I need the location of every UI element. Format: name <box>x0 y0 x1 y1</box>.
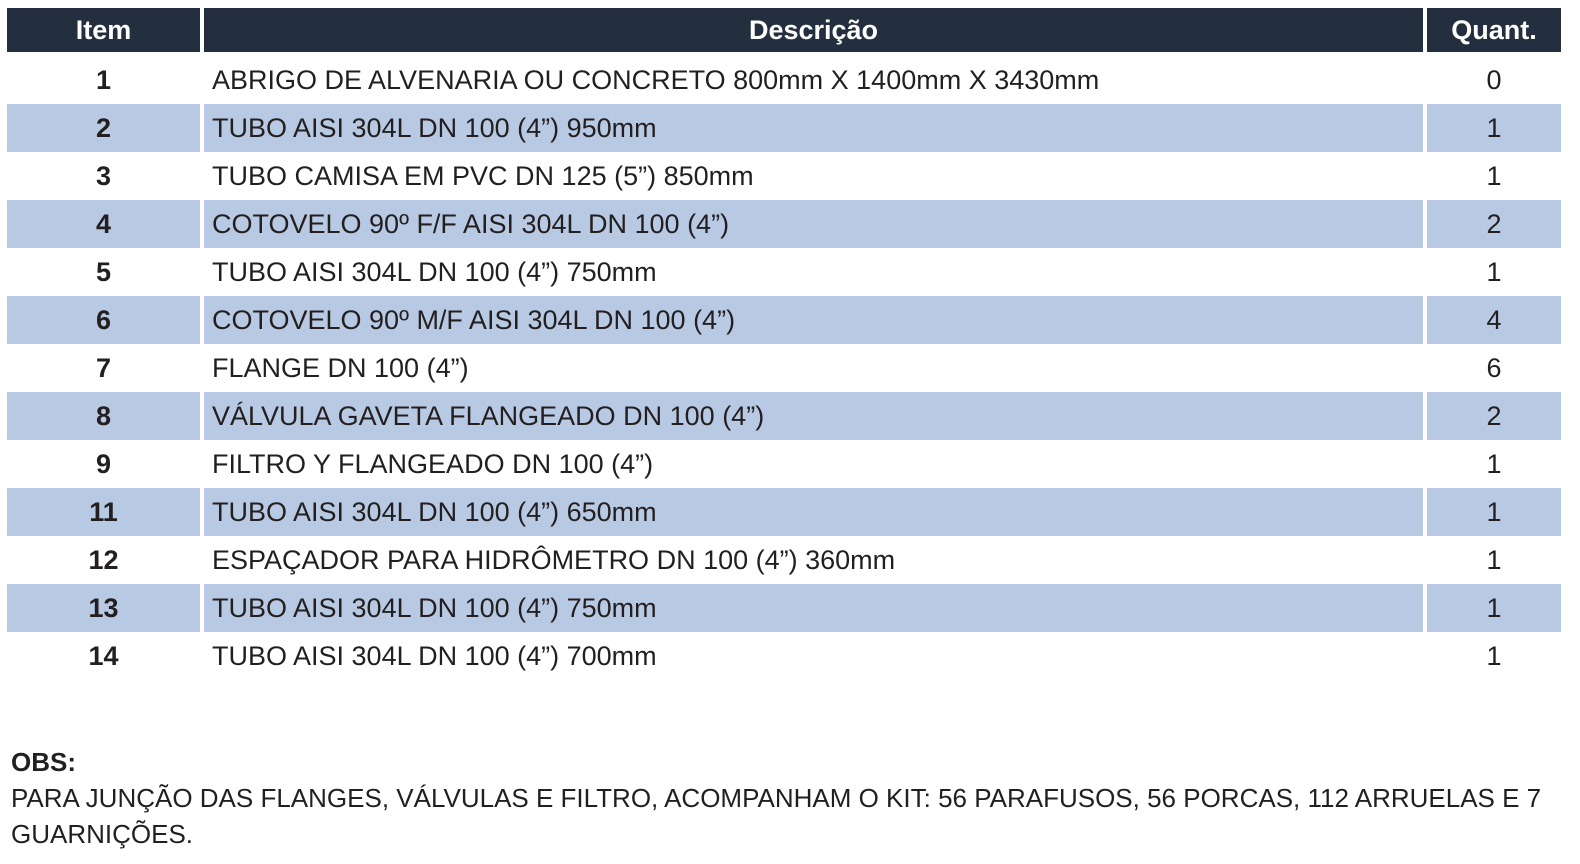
row-description: FILTRO Y FLANGEADO DN 100 (4”) <box>212 448 654 479</box>
row-item-number: 7 <box>95 352 112 383</box>
table-row <box>7 632 1561 680</box>
row-item-number: 8 <box>7 392 200 440</box>
table-row <box>7 440 1561 488</box>
row-description: ESPAÇADOR PARA HIDRÔMETRO DN 100 (4”) 360mm <box>212 544 896 575</box>
header-quantity: Quant. <box>1427 8 1561 52</box>
row-quantity: 1 <box>1427 584 1561 632</box>
observation-title: OBS: <box>11 747 76 777</box>
table-row <box>7 248 1561 296</box>
row-quantity: 6 <box>1486 352 1502 383</box>
row-description: COTOVELO 90º M/F AISI 304L DN 100 (4”) <box>204 296 1423 344</box>
header-description: Descrição <box>204 8 1423 52</box>
row-description: TUBO AISI 304L DN 100 (4”) 950mm <box>204 104 1423 152</box>
row-description: COTOVELO 90º F/F AISI 304L DN 100 (4”) <box>204 200 1423 248</box>
table-row <box>7 584 1561 632</box>
row-item-number: 3 <box>95 160 112 191</box>
row-item-number: 2 <box>7 104 200 152</box>
table-row <box>7 344 1561 392</box>
row-quantity: 1 <box>1427 104 1561 152</box>
row-description: FLANGE DN 100 (4”) <box>212 352 469 383</box>
row-item-number: 12 <box>88 544 119 575</box>
table-row <box>7 200 1561 248</box>
row-item-number: 9 <box>95 448 112 479</box>
row-item-number: 5 <box>95 256 112 287</box>
row-item-number: 6 <box>7 296 200 344</box>
row-item-number: 11 <box>7 488 200 536</box>
table-row <box>7 104 1561 152</box>
table-row <box>7 296 1561 344</box>
row-quantity: 0 <box>1486 64 1502 95</box>
row-item-number: 14 <box>88 640 119 671</box>
row-quantity: 1 <box>1486 256 1502 287</box>
row-description: TUBO AISI 304L DN 100 (4”) 750mm <box>212 256 657 287</box>
table-body <box>7 56 1561 680</box>
row-quantity: 4 <box>1427 296 1561 344</box>
table-row <box>7 152 1561 200</box>
table-row <box>7 56 1561 104</box>
row-item-number: 1 <box>95 64 112 95</box>
row-description: ABRIGO DE ALVENARIA OU CONCRETO 800mm X 1400mm X 3430mm <box>212 64 1100 95</box>
observation-note <box>11 744 1551 852</box>
table-row <box>7 536 1561 584</box>
row-item-number: 4 <box>7 200 200 248</box>
row-item-number: 13 <box>7 584 200 632</box>
row-quantity: 1 <box>1486 448 1502 479</box>
parts-table <box>7 8 1561 680</box>
row-quantity: 1 <box>1486 544 1502 575</box>
row-description: TUBO CAMISA EM PVC DN 125 (5”) 850mm <box>212 160 754 191</box>
row-quantity: 1 <box>1486 160 1502 191</box>
table-row <box>7 488 1561 536</box>
header-item: Item <box>7 8 200 52</box>
row-description: VÁLVULA GAVETA FLANGEADO DN 100 (4”) <box>204 392 1423 440</box>
row-quantity: 2 <box>1427 200 1561 248</box>
row-quantity: 1 <box>1427 488 1561 536</box>
table-row <box>7 392 1561 440</box>
row-description: TUBO AISI 304L DN 100 (4”) 650mm <box>204 488 1423 536</box>
table-header <box>7 8 1561 52</box>
row-description: TUBO AISI 304L DN 100 (4”) 750mm <box>204 584 1423 632</box>
row-description: TUBO AISI 304L DN 100 (4”) 700mm <box>212 640 657 671</box>
observation-text: PARA JUNÇÃO DAS FLANGES, VÁLVULAS E FILTRO, ACOMPANHAM O KIT: 56 PARAFUSOS, 56 PORCAS, 112 ARRUELAS E 7 GUARNIÇÕES. <box>11 783 1542 849</box>
row-quantity: 1 <box>1486 640 1502 671</box>
row-quantity: 2 <box>1427 392 1561 440</box>
